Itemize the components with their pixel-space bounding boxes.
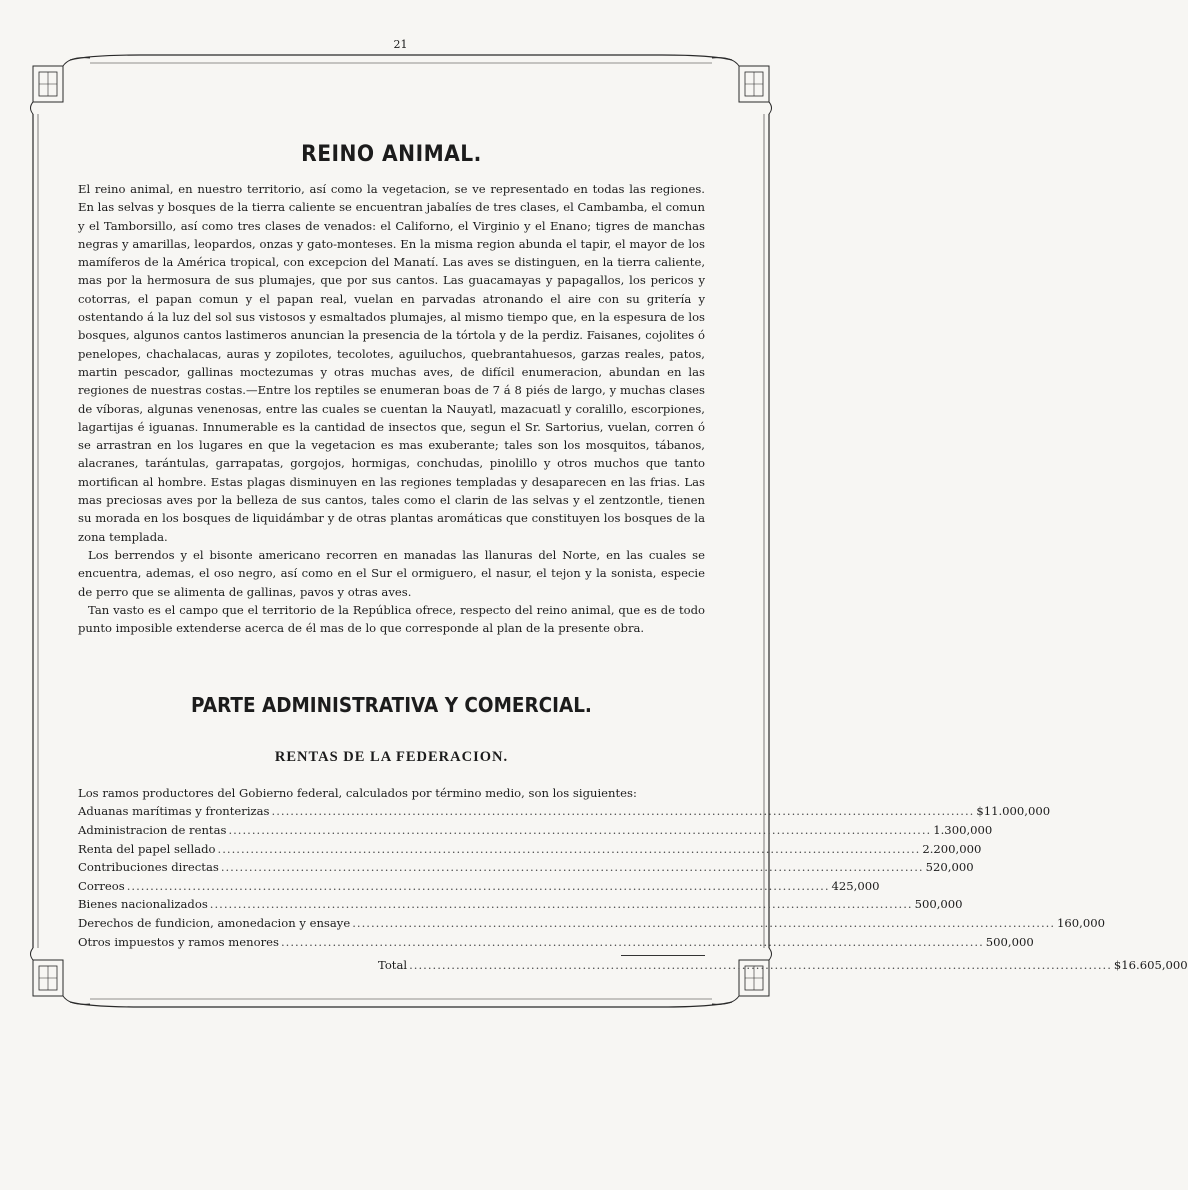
row-label: Renta del papel sellado (78, 841, 216, 856)
dot-leader: ...................................................................................................................................................... (280, 934, 984, 949)
paragraph-1: El reino animal, en nuestro territorio, así como la vegetacion, se ve representado en todas las regiones. En las selvas y bosques de la tierra caliente se encuentran jabalíes de tres clases, el Cambamba, el comun y el Tamborsillo, así como tres clases de venados: el Californo, el Virginio y el Enano; tigres de manchas negras y amarillas, leopardos, onzas y gato-monteses. En la misma region abunda el tapir, el mayor de los mamíferos de la América tropical, con excepcion del Manatí. Las aves se distinguen, en la tierra caliente, mas por la hermosura de sus plumajes, que por sus cantos. Las guacamayas y papagallos, los pericos y cotorras, el papan comun y el papan real, vuelan en parvadas atronando el aire con su gritería y ostentando á la luz del sol sus vistosos y esmaltados plumajes, al mismo tiempo que, en la espesura de los bosques, algunos cantos lastimeros anuncian la presencia de la tórtola y de la perdiz. Faisanes, cojolites ó penelopes, chachalacas, auras y zopilotes, tecolotes, aguiluchos, quebrantahuesos, garzas reales, patos, martin pescador, gallinas moctezumas y otras muchas aves, de difícil enumeracion, abundan en las regiones de nuestras costas.—Entre los reptiles se enumeran boas de 7 á 8 piés de largo, y muchas clases de víboras, algunas venenosas, entre las cuales se cuentan la Nauyatl, mazacuatl y coralillo, escorpiones, lagartijas é iguanas. Innumerable es la cantidad de insectos que, segun el Sr. Sartorius, vuelan, corren ó se arrastran en los lugares en que la vegetacion es mas exuberante; tales son los mosquitos, tábanos, alacranes, tarántulas, garrapatas, gorgojos, hormigas, conchudas, pinolillo y otros muchos que tanto mortifican al hombre. Estas plagas disminuyen en las regiones templadas y desaparecen en las frias. Las mas preciosas aves por la belleza de sus cantos, tales como el clarin de las selvas y el zentzontle, tienen su morada en los bosques de liquidámbar y de otras plantas aromáticas que constituyen los bosques de la zona templada. (78, 182, 705, 544)
dot-leader: ...................................................................................................................................................... (126, 878, 830, 893)
page-content (78, 142, 1188, 975)
total-label: Total (378, 958, 408, 973)
table-row (78, 877, 880, 896)
table-row (78, 821, 993, 840)
row-amount: 520,000 (925, 860, 974, 875)
paragraph-3: Tan vasto es el campo que el territorio de la República ofrece, respecto del reino animal, que es de todo punto imposible extenderse acerca de él mas de lo que corresponde al plan de la presente obra. (78, 602, 705, 636)
row-amount: 425,000 (831, 878, 880, 893)
table-row (78, 858, 974, 877)
dot-leader: ...................................................................................................................................................... (220, 860, 924, 875)
row-label: Bienes nacionalizados (78, 897, 208, 912)
row-amount: 500,000 (985, 934, 1034, 949)
row-amount: 2.200,000 (922, 841, 982, 856)
dot-leader: ...................................................................................................................................................... (228, 823, 932, 838)
table-intro: Los ramos productores del Gobierno federal, calculados por término medio, son los siguientes: (78, 786, 637, 801)
row-label: Derechos de fundicion, amonedacion y ensaye (78, 915, 351, 930)
row-label: Aduanas marítimas y fronterizas (78, 804, 270, 819)
table-row (78, 802, 1051, 821)
row-amount: 1.300,000 (933, 823, 993, 838)
table-row (78, 933, 1034, 952)
row-amount: 11.000,000 (983, 804, 1051, 819)
row-amount: 160,000 (1057, 915, 1105, 930)
row-label: Administracion de rentas (78, 823, 227, 838)
part-title: PARTE ADMINISTRATIVA Y COMERCIAL. (191, 693, 592, 718)
table-row (78, 840, 982, 859)
total-amount: 16.605,000 (1121, 958, 1188, 973)
row-amount: 500,000 (914, 897, 963, 912)
revenue-table (78, 802, 1188, 974)
paragraph-2: Los berrendos y el bisonte americano recorren en manadas las llanuras del Norte, en las cuales se encuentra, ademas, el oso negro, así como en el Sur el ormiguero, el nasur, el tejon y la sonista, especie de perro que se alimenta de gallinas, pavos y otras aves. (78, 547, 705, 599)
total-row (78, 956, 1188, 975)
dot-leader: ...................................................................................................................................................... (409, 958, 1112, 973)
row-label: Contribuciones directas (78, 860, 219, 875)
table-heading: RENTAS DE LA FEDERACION. (274, 749, 509, 766)
dot-leader: ...................................................................................................................................................... (271, 804, 975, 819)
total-currency: $ (1113, 958, 1122, 973)
table-row (78, 914, 1105, 933)
table-row (78, 895, 963, 914)
row-label: Otros impuestos y ramos menores (78, 934, 279, 949)
section-title: REINO ANIMAL. (301, 142, 482, 167)
row-label: Correos (78, 878, 125, 893)
row-currency: $ (976, 804, 984, 819)
dot-leader: ...................................................................................................................................................... (209, 897, 913, 912)
dot-leader: ...................................................................................................................................................... (352, 915, 1056, 930)
page-number: 21 (393, 38, 408, 51)
dot-leader: ...................................................................................................................................................... (217, 841, 921, 856)
